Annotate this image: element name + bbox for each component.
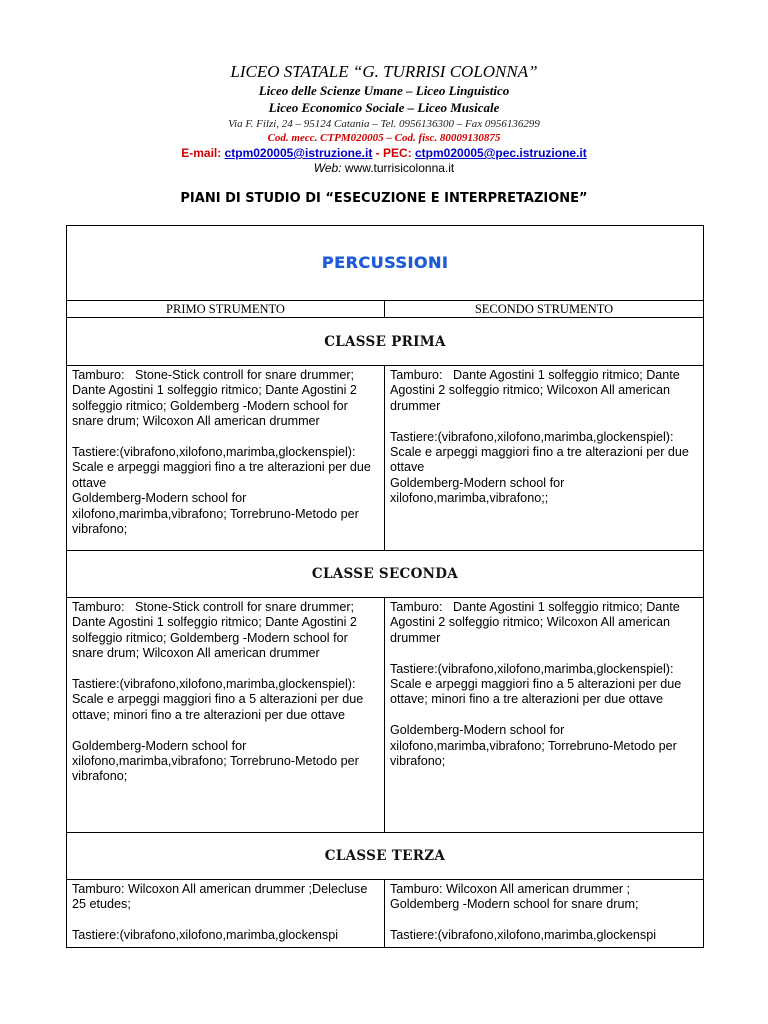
class-heading-seconda: CLASSE SECONDA xyxy=(67,551,704,598)
school-codes: Cod. mecc. CTPM020005 – Cod. fisc. 80009130875 xyxy=(267,132,501,144)
subject-header-cell xyxy=(67,226,704,301)
pec-link[interactable]: ctpm020005@pec.istruzione.it xyxy=(415,146,587,160)
email-label: E-mail: xyxy=(181,146,225,160)
column-header-secondo: SECONDO STRUMENTO xyxy=(385,301,704,318)
cell-text: Tamburo: Wilcoxon All american drummer ; Goldemberg -Modern school for snare drum; Tastiere:(vibrafono,xilofono,marimba,glockenspi xyxy=(390,882,656,943)
cell-text: Tamburo: Wilcoxon All american drummer ;Delecluse 25 etudes; Tastiere:(vibrafono,xilofono,marimba,glockenspi xyxy=(72,882,368,943)
web-label: Web: xyxy=(313,161,345,175)
school-name: LICEO STATALE “G. TURRISI COLONNA” xyxy=(230,62,538,81)
class-heading-terza: CLASSE TERZA xyxy=(67,833,704,880)
website-line xyxy=(0,161,768,176)
table-cell-seconda-secondo xyxy=(385,598,704,833)
cell-text: Tamburo: Stone-Stick controll for snare drummer; Dante Agostini 1 solfeggio ritmico; Dante Agostini 2 solfeggio ritmico; Goldemberg -Modern school for snare drum; Wilcoxon All american drummer Tastiere:(vibrafono,xilofono,marimba,glockenspiel): Scale e arpeggi maggiori fino a tre alterazioni per due ottave Goldemberg-Modern school for xilofono,marimba,vibrafono; Torrebruno-Metodo per vibrafono; xyxy=(72,368,371,537)
school-address: Via F. Filzi, 24 – 95124 Catania – Tel. 0956136300 – Fax 0956136299 xyxy=(228,118,540,130)
email-link[interactable]: ctpm020005@istruzione.it xyxy=(224,146,373,160)
school-header xyxy=(0,62,768,176)
table-cell-terza-secondo xyxy=(385,880,704,948)
study-plan-table xyxy=(66,225,704,948)
cell-text: Tamburo: Dante Agostini 1 solfeggio ritmico; Dante Agostini 2 solfeggio ritmico; Wilcoxon All american drummer Tastiere:(vibrafono,xilofono,marimba,glockenspiel): Scale e arpeggi maggiori fino a tre alterazioni per due ottave Goldemberg-Modern school for xilofono,marimba,vibrafono;; xyxy=(390,368,689,506)
table-cell-terza-primo xyxy=(67,880,385,948)
subject-title: PERCUSSIONI xyxy=(321,253,449,272)
table-cell-seconda-primo xyxy=(67,598,385,833)
school-subtitle-2: Liceo Economico Sociale – Liceo Musicale xyxy=(268,100,500,115)
class-heading-prima: CLASSE PRIMA xyxy=(67,318,704,366)
website-link[interactable]: www.turrisicolonna.it xyxy=(344,161,455,175)
school-subtitle-1: Liceo delle Scienze Umane – Liceo Linguistico xyxy=(258,83,510,98)
document-title: PIANI DI STUDIO DI “ESECUZIONE E INTERPRETAZIONE” xyxy=(180,191,588,206)
cell-text: Tamburo: Stone-Stick controll for snare drummer; Dante Agostini 1 solfeggio ritmico; Dante Agostini 2 solfeggio ritmico; Goldemberg -Modern school for snare drum; Wilcoxon All american drummer Tastiere:(vibrafono,xilofono,marimba,glockenspiel): Scale e arpeggi maggiori fino a 5 alterazioni per due ottave; minori fino a tre alterazioni per due ottave Goldemberg-Modern school for xilofono,marimba,vibrafono; Torrebruno-Metodo per vibrafono; xyxy=(72,600,364,784)
table-cell-prima-primo xyxy=(67,366,385,551)
column-header-primo: PRIMO STRUMENTO xyxy=(67,301,385,318)
pec-label: - PEC: xyxy=(372,146,415,160)
table-cell-prima-secondo xyxy=(385,366,704,551)
contact-email-line xyxy=(0,145,768,161)
cell-text: Tamburo: Dante Agostini 1 solfeggio ritmico; Dante Agostini 2 solfeggio ritmico; Wilcoxon All american drummer Tastiere:(vibrafono,xilofono,marimba,glockenspiel): Scale e arpeggi maggiori fino a 5 alterazioni per due ottave; minori fino a tre alterazioni per due ottave Goldemberg-Modern school for xilofono,marimba,vibrafono; Torrebruno-Metodo per vibrafono; xyxy=(390,600,682,769)
